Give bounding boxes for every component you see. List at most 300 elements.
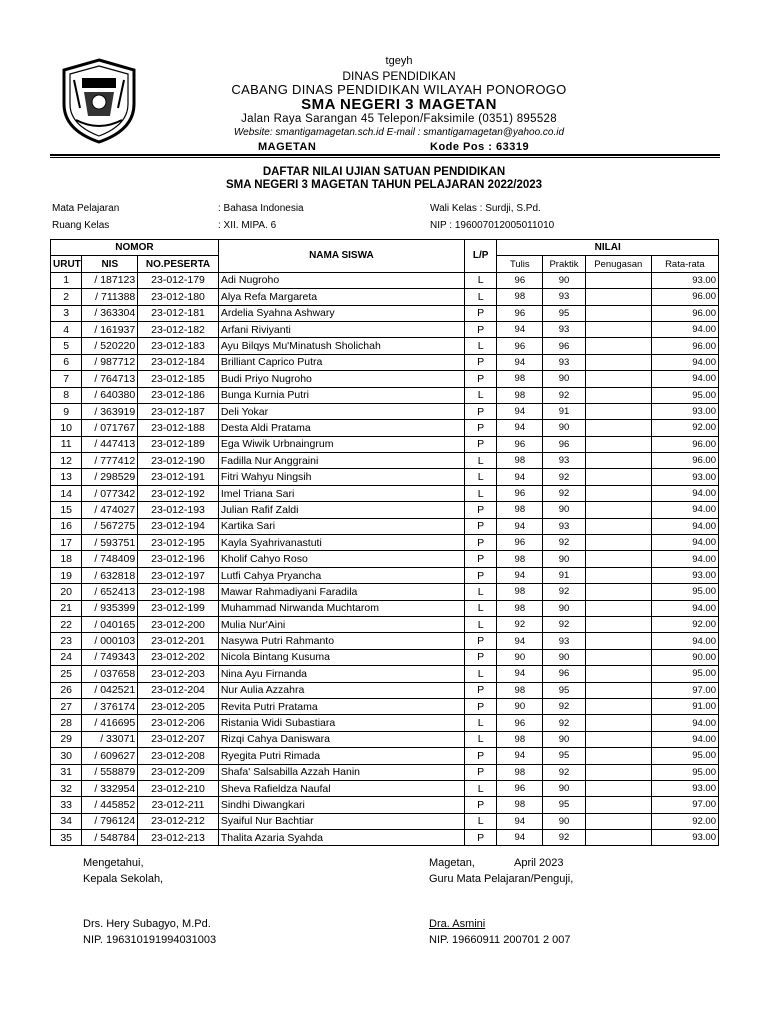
cell-nis: 445852 / bbox=[82, 797, 138, 813]
cell-tulis: 94 bbox=[497, 813, 543, 829]
cell-praktik: 90 bbox=[543, 272, 586, 288]
cell-nis: 33071 / bbox=[82, 731, 138, 747]
cell-rata-rata: 90.00 bbox=[651, 649, 718, 665]
cell-nama: Ardelia Syahna Ashwary bbox=[218, 305, 464, 321]
cell-tulis: 94 bbox=[497, 420, 543, 436]
cell-urut: 27 bbox=[51, 698, 82, 714]
cell-no-peserta: 23-012-183 bbox=[138, 338, 219, 354]
small-note: tgeyh bbox=[385, 55, 413, 67]
table-row bbox=[51, 551, 719, 567]
principal-nip: NIP. 196310191994031003 bbox=[83, 934, 217, 946]
cell-no-peserta: 23-012-197 bbox=[138, 567, 219, 583]
cell-nis: 640380 / bbox=[82, 387, 138, 403]
cell-nama: Budi Priyo Nugroho bbox=[218, 371, 464, 387]
cell-tulis: 98 bbox=[497, 584, 543, 600]
cell-rata-rata: 94.00 bbox=[651, 633, 718, 649]
cell-no-peserta: 23-012-182 bbox=[138, 321, 219, 337]
school-city: MAGETAN bbox=[258, 141, 317, 153]
cell-praktik: 93 bbox=[543, 321, 586, 337]
cell-praktik: 96 bbox=[543, 666, 586, 682]
cell-no-peserta: 23-012-190 bbox=[138, 453, 219, 469]
cell-tulis: 98 bbox=[497, 289, 543, 305]
cell-nama: Bunga Kurnia Putri bbox=[218, 387, 464, 403]
cell-rata-rata: 95.00 bbox=[651, 764, 718, 780]
school-emblem-icon bbox=[60, 58, 138, 144]
cell-penugasan bbox=[585, 633, 651, 649]
cell-praktik: 90 bbox=[543, 551, 586, 567]
cell-penugasan bbox=[585, 289, 651, 305]
table-row bbox=[51, 371, 719, 387]
cell-tulis: 98 bbox=[497, 371, 543, 387]
cell-lp: L bbox=[464, 715, 496, 731]
cell-praktik: 92 bbox=[543, 616, 586, 632]
cell-lp: P bbox=[464, 682, 496, 698]
cell-tulis: 98 bbox=[497, 551, 543, 567]
cell-nama: Kholif Cahyo Roso bbox=[218, 551, 464, 567]
cell-tulis: 94 bbox=[497, 321, 543, 337]
cell-nama: Ristania Widi Subastiara bbox=[218, 715, 464, 731]
teacher-title: Guru Mata Pelajaran/Penguji, bbox=[429, 873, 574, 885]
cell-penugasan bbox=[585, 535, 651, 551]
cell-rata-rata: 96.00 bbox=[651, 305, 718, 321]
cell-rata-rata: 93.00 bbox=[651, 780, 718, 796]
cell-rata-rata: 93.00 bbox=[651, 403, 718, 419]
principal-title: Kepala Sekolah, bbox=[83, 873, 164, 885]
document-title: DAFTAR NILAI UJIAN SATUAN PENDIDIKAN bbox=[262, 166, 506, 178]
cell-tulis: 98 bbox=[497, 600, 543, 616]
cell-lp: P bbox=[464, 748, 496, 764]
cell-tulis: 94 bbox=[497, 748, 543, 764]
cell-nama: Thalita Azaria Syahda bbox=[218, 830, 464, 846]
cell-rata-rata: 94.00 bbox=[651, 371, 718, 387]
cell-nis: 632818 / bbox=[82, 567, 138, 583]
cell-urut: 13 bbox=[51, 469, 82, 485]
cell-rata-rata: 96.00 bbox=[651, 436, 718, 452]
cell-nama: Lutfi Cahya Pryancha bbox=[218, 567, 464, 583]
cell-no-peserta: 23-012-179 bbox=[138, 272, 219, 288]
homeroom-nip: NIP : 196007012005011010 bbox=[430, 220, 555, 231]
table-row bbox=[51, 502, 719, 518]
cell-penugasan bbox=[585, 616, 651, 632]
cell-lp: P bbox=[464, 535, 496, 551]
cell-lp: L bbox=[464, 616, 496, 632]
cell-urut: 21 bbox=[51, 600, 82, 616]
header-penugasan: Penugasan bbox=[585, 256, 651, 272]
cell-nis: 042521 / bbox=[82, 682, 138, 698]
cell-penugasan bbox=[585, 305, 651, 321]
cell-praktik: 91 bbox=[543, 567, 586, 583]
cell-praktik: 95 bbox=[543, 305, 586, 321]
cell-nis: 187123 / bbox=[82, 272, 138, 288]
header-nomor: NOMOR bbox=[51, 240, 219, 256]
table-row bbox=[51, 616, 719, 632]
cell-nis: 935399 / bbox=[82, 600, 138, 616]
cell-no-peserta: 23-012-207 bbox=[138, 731, 219, 747]
cell-praktik: 92 bbox=[543, 469, 586, 485]
header-urut: URUT bbox=[51, 256, 82, 272]
cell-no-peserta: 23-012-195 bbox=[138, 535, 219, 551]
cell-nis: 376174 / bbox=[82, 698, 138, 714]
cell-urut: 11 bbox=[51, 436, 82, 452]
cell-no-peserta: 23-012-206 bbox=[138, 715, 219, 731]
cell-nama: Fitri Wahyu Ningsih bbox=[218, 469, 464, 485]
cell-rata-rata: 94.00 bbox=[651, 731, 718, 747]
cell-no-peserta: 23-012-187 bbox=[138, 403, 219, 419]
cell-tulis: 98 bbox=[497, 453, 543, 469]
cell-urut: 3 bbox=[51, 305, 82, 321]
table-row bbox=[51, 567, 719, 583]
cell-nis: 567275 / bbox=[82, 518, 138, 534]
cell-nis: 796124 / bbox=[82, 813, 138, 829]
cell-lp: P bbox=[464, 567, 496, 583]
cell-lp: P bbox=[464, 830, 496, 846]
cell-nis: 764713 / bbox=[82, 371, 138, 387]
cell-no-peserta: 23-012-202 bbox=[138, 649, 219, 665]
cell-nama: Ega Wiwik Urbnaingrum bbox=[218, 436, 464, 452]
cell-nis: 474027 / bbox=[82, 502, 138, 518]
table-row bbox=[51, 666, 719, 682]
cell-lp: L bbox=[464, 600, 496, 616]
header-peserta: NO.PESERTA bbox=[138, 256, 219, 272]
cell-praktik: 92 bbox=[543, 830, 586, 846]
signing-city: Magetan, bbox=[429, 857, 475, 869]
cell-rata-rata: 93.00 bbox=[651, 469, 718, 485]
cell-lp: P bbox=[464, 633, 496, 649]
cell-lp: P bbox=[464, 649, 496, 665]
header-divider-thin bbox=[50, 157, 720, 158]
cell-urut: 2 bbox=[51, 289, 82, 305]
homeroom-teacher: Wali Kelas : Surdji, S.Pd. bbox=[430, 203, 541, 214]
cell-penugasan bbox=[585, 469, 651, 485]
cell-lp: P bbox=[464, 403, 496, 419]
cell-tulis: 94 bbox=[497, 354, 543, 370]
cell-nama: Sindhi Diwangkari bbox=[218, 797, 464, 813]
cell-rata-rata: 95.00 bbox=[651, 584, 718, 600]
cell-nama: Fadilla Nur Anggraini bbox=[218, 453, 464, 469]
cell-tulis: 96 bbox=[497, 485, 543, 501]
cell-praktik: 92 bbox=[543, 535, 586, 551]
table-row bbox=[51, 518, 719, 534]
cell-urut: 33 bbox=[51, 797, 82, 813]
cell-penugasan bbox=[585, 403, 651, 419]
table-row bbox=[51, 682, 719, 698]
table-row bbox=[51, 600, 719, 616]
table-row bbox=[51, 780, 719, 796]
cell-tulis: 98 bbox=[497, 387, 543, 403]
table-row bbox=[51, 797, 719, 813]
cell-tulis: 94 bbox=[497, 830, 543, 846]
cell-rata-rata: 93.00 bbox=[651, 830, 718, 846]
cell-lp: L bbox=[464, 485, 496, 501]
cell-penugasan bbox=[585, 321, 651, 337]
cell-urut: 24 bbox=[51, 649, 82, 665]
cell-nama: Mulia Nur'Aini bbox=[218, 616, 464, 632]
cell-nis: 000103 / bbox=[82, 633, 138, 649]
cell-praktik: 90 bbox=[543, 502, 586, 518]
cell-praktik: 93 bbox=[543, 518, 586, 534]
cell-nis: 298529 / bbox=[82, 469, 138, 485]
cell-no-peserta: 23-012-210 bbox=[138, 780, 219, 796]
cell-rata-rata: 94.00 bbox=[651, 551, 718, 567]
cell-rata-rata: 93.00 bbox=[651, 272, 718, 288]
cell-nis: 711388 / bbox=[82, 289, 138, 305]
cell-rata-rata: 94.00 bbox=[651, 600, 718, 616]
cell-rata-rata: 92.00 bbox=[651, 420, 718, 436]
header-rata: Rata-rata bbox=[651, 256, 718, 272]
cell-nama: Nicola Bintang Kusuma bbox=[218, 649, 464, 665]
cell-penugasan bbox=[585, 666, 651, 682]
cell-tulis: 98 bbox=[497, 731, 543, 747]
cell-no-peserta: 23-012-193 bbox=[138, 502, 219, 518]
table-row bbox=[51, 305, 719, 321]
cell-urut: 8 bbox=[51, 387, 82, 403]
class-value: : XII. MIPA. 6 bbox=[218, 220, 277, 231]
table-row bbox=[51, 436, 719, 452]
cell-praktik: 90 bbox=[543, 649, 586, 665]
cell-no-peserta: 23-012-184 bbox=[138, 354, 219, 370]
cell-no-peserta: 23-012-203 bbox=[138, 666, 219, 682]
cell-penugasan bbox=[585, 764, 651, 780]
table-row bbox=[51, 584, 719, 600]
cell-lp: P bbox=[464, 371, 496, 387]
cell-nis: 748409 / bbox=[82, 551, 138, 567]
cell-nama: Nur Aulia Azzahra bbox=[218, 682, 464, 698]
cell-nis: 040165 / bbox=[82, 616, 138, 632]
cell-tulis: 96 bbox=[497, 272, 543, 288]
header-divider bbox=[50, 154, 720, 156]
cell-no-peserta: 23-012-200 bbox=[138, 616, 219, 632]
cell-penugasan bbox=[585, 518, 651, 534]
cell-praktik: 90 bbox=[543, 420, 586, 436]
cell-tulis: 94 bbox=[497, 633, 543, 649]
cell-urut: 17 bbox=[51, 535, 82, 551]
cell-no-peserta: 23-012-188 bbox=[138, 420, 219, 436]
cell-no-peserta: 23-012-189 bbox=[138, 436, 219, 452]
cell-nis: 071767 / bbox=[82, 420, 138, 436]
table-row bbox=[51, 748, 719, 764]
table-row bbox=[51, 649, 719, 665]
cell-nama: Ayu Bilqys Mu'Minatush Sholichah bbox=[218, 338, 464, 354]
cell-praktik: 90 bbox=[543, 780, 586, 796]
cell-rata-rata: 94.00 bbox=[651, 354, 718, 370]
cell-penugasan bbox=[585, 600, 651, 616]
cell-lp: L bbox=[464, 272, 496, 288]
cell-praktik: 95 bbox=[543, 748, 586, 764]
cell-urut: 16 bbox=[51, 518, 82, 534]
header-lp: L/P bbox=[464, 240, 496, 273]
cell-rata-rata: 94.00 bbox=[651, 715, 718, 731]
cell-tulis: 96 bbox=[497, 436, 543, 452]
table-row bbox=[51, 321, 719, 337]
cell-urut: 34 bbox=[51, 813, 82, 829]
cell-no-peserta: 23-012-204 bbox=[138, 682, 219, 698]
cell-nama: Alya Refa Margareta bbox=[218, 289, 464, 305]
cell-penugasan bbox=[585, 797, 651, 813]
cell-urut: 22 bbox=[51, 616, 82, 632]
cell-praktik: 95 bbox=[543, 797, 586, 813]
cell-urut: 30 bbox=[51, 748, 82, 764]
cell-tulis: 96 bbox=[497, 338, 543, 354]
cell-rata-rata: 94.00 bbox=[651, 321, 718, 337]
cell-nama: Imel Triana Sari bbox=[218, 485, 464, 501]
cell-rata-rata: 91.00 bbox=[651, 698, 718, 714]
cell-lp: P bbox=[464, 797, 496, 813]
department-name: DINAS PENDIDIKAN bbox=[342, 69, 456, 83]
cell-lp: L bbox=[464, 780, 496, 796]
header-nilai: NILAI bbox=[497, 240, 719, 256]
cell-nis: 593751 / bbox=[82, 535, 138, 551]
cell-penugasan bbox=[585, 371, 651, 387]
table-row bbox=[51, 698, 719, 714]
table-row bbox=[51, 764, 719, 780]
cell-urut: 6 bbox=[51, 354, 82, 370]
cell-nama: Shafa' Salsabilla Azzah Hanin bbox=[218, 764, 464, 780]
cell-tulis: 94 bbox=[497, 567, 543, 583]
cell-nama: Kartika Sari bbox=[218, 518, 464, 534]
cell-no-peserta: 23-012-181 bbox=[138, 305, 219, 321]
cell-penugasan bbox=[585, 780, 651, 796]
cell-no-peserta: 23-012-198 bbox=[138, 584, 219, 600]
table-row bbox=[51, 338, 719, 354]
cell-praktik: 96 bbox=[543, 436, 586, 452]
cell-rata-rata: 94.00 bbox=[651, 502, 718, 518]
cell-nis: 520220 / bbox=[82, 338, 138, 354]
cell-tulis: 92 bbox=[497, 616, 543, 632]
cell-no-peserta: 23-012-201 bbox=[138, 633, 219, 649]
cell-tulis: 94 bbox=[497, 469, 543, 485]
signing-date: April 2023 bbox=[514, 857, 564, 869]
cell-nis: 363919 / bbox=[82, 403, 138, 419]
cell-praktik: 90 bbox=[543, 731, 586, 747]
cell-nama: Syaiful Nur Bachtiar bbox=[218, 813, 464, 829]
cell-no-peserta: 23-012-180 bbox=[138, 289, 219, 305]
cell-nama: Sheva Rafieldza Naufal bbox=[218, 780, 464, 796]
cell-lp: L bbox=[464, 584, 496, 600]
branch-name: CABANG DINAS PENDIDIKAN WILAYAH PONOROGO bbox=[231, 82, 567, 97]
header-nis: NIS bbox=[82, 256, 138, 272]
principal-name: Drs. Hery Subagyo, M.Pd. bbox=[83, 918, 211, 930]
table-row bbox=[51, 715, 719, 731]
cell-lp: L bbox=[464, 731, 496, 747]
cell-tulis: 96 bbox=[497, 715, 543, 731]
cell-lp: L bbox=[464, 453, 496, 469]
cell-rata-rata: 97.00 bbox=[651, 682, 718, 698]
cell-penugasan bbox=[585, 698, 651, 714]
cell-urut: 28 bbox=[51, 715, 82, 731]
teacher-name: Dra. Asmini bbox=[429, 918, 486, 930]
header-praktik: Praktik bbox=[543, 256, 586, 272]
cell-praktik: 92 bbox=[543, 485, 586, 501]
cell-nis: 447413 / bbox=[82, 436, 138, 452]
cell-urut: 4 bbox=[51, 321, 82, 337]
cell-nama: Nina Ayu Firnanda bbox=[218, 666, 464, 682]
cell-urut: 15 bbox=[51, 502, 82, 518]
school-address: Jalan Raya Sarangan 45 Telepon/Faksimile (0351) 895528 bbox=[241, 113, 557, 125]
cell-praktik: 92 bbox=[543, 387, 586, 403]
cell-no-peserta: 23-012-191 bbox=[138, 469, 219, 485]
cell-no-peserta: 23-012-186 bbox=[138, 387, 219, 403]
cell-rata-rata: 92.00 bbox=[651, 813, 718, 829]
cell-tulis: 98 bbox=[497, 502, 543, 518]
cell-penugasan bbox=[585, 354, 651, 370]
acknowledged-label: Mengetahui, bbox=[83, 857, 144, 869]
cell-penugasan bbox=[585, 338, 651, 354]
subject-label: Mata Pelajaran bbox=[52, 203, 120, 214]
cell-lp: L bbox=[464, 289, 496, 305]
cell-no-peserta: 23-012-199 bbox=[138, 600, 219, 616]
cell-urut: 19 bbox=[51, 567, 82, 583]
cell-nis: 037658 / bbox=[82, 666, 138, 682]
table-row bbox=[51, 469, 719, 485]
table-row bbox=[51, 403, 719, 419]
cell-no-peserta: 23-012-211 bbox=[138, 797, 219, 813]
cell-nama: Nasywa Putri Rahmanto bbox=[218, 633, 464, 649]
cell-nis: 987712 / bbox=[82, 354, 138, 370]
cell-lp: P bbox=[464, 305, 496, 321]
cell-praktik: 92 bbox=[543, 584, 586, 600]
cell-praktik: 92 bbox=[543, 698, 586, 714]
table-row bbox=[51, 272, 719, 288]
cell-penugasan bbox=[585, 436, 651, 452]
teacher-nip: NIP. 19660911 200701 2 007 bbox=[429, 934, 571, 946]
cell-urut: 20 bbox=[51, 584, 82, 600]
cell-praktik: 91 bbox=[543, 403, 586, 419]
cell-rata-rata: 96.00 bbox=[651, 338, 718, 354]
cell-penugasan bbox=[585, 715, 651, 731]
cell-rata-rata: 97.00 bbox=[651, 797, 718, 813]
document-subtitle: SMA NEGERI 3 MAGETAN TAHUN PELAJARAN 2022/2023 bbox=[225, 179, 543, 191]
cell-lp: P bbox=[464, 321, 496, 337]
cell-lp: P bbox=[464, 502, 496, 518]
cell-lp: P bbox=[464, 420, 496, 436]
cell-lp: P bbox=[464, 436, 496, 452]
cell-tulis: 96 bbox=[497, 305, 543, 321]
cell-urut: 7 bbox=[51, 371, 82, 387]
cell-lp: P bbox=[464, 764, 496, 780]
cell-penugasan bbox=[585, 682, 651, 698]
cell-rata-rata: 95.00 bbox=[651, 387, 718, 403]
header-nama: NAMA SISWA bbox=[218, 240, 464, 273]
cell-praktik: 92 bbox=[543, 764, 586, 780]
cell-urut: 12 bbox=[51, 453, 82, 469]
cell-nis: 749343 / bbox=[82, 649, 138, 665]
cell-tulis: 90 bbox=[497, 649, 543, 665]
cell-nis: 332954 / bbox=[82, 780, 138, 796]
cell-nama: Mawar Rahmadiyani Faradila bbox=[218, 584, 464, 600]
cell-nis: 548784 / bbox=[82, 830, 138, 846]
cell-urut: 10 bbox=[51, 420, 82, 436]
cell-nis: 609627 / bbox=[82, 748, 138, 764]
cell-lp: P bbox=[464, 698, 496, 714]
cell-no-peserta: 23-012-212 bbox=[138, 813, 219, 829]
cell-penugasan bbox=[585, 830, 651, 846]
cell-urut: 5 bbox=[51, 338, 82, 354]
cell-tulis: 98 bbox=[497, 764, 543, 780]
cell-urut: 14 bbox=[51, 485, 82, 501]
cell-no-peserta: 23-012-205 bbox=[138, 698, 219, 714]
cell-praktik: 90 bbox=[543, 813, 586, 829]
table-row bbox=[51, 289, 719, 305]
cell-rata-rata: 93.00 bbox=[651, 567, 718, 583]
cell-urut: 25 bbox=[51, 666, 82, 682]
cell-nis: 558879 / bbox=[82, 764, 138, 780]
subject-value: : Bahasa Indonesia bbox=[218, 203, 304, 214]
cell-tulis: 94 bbox=[497, 666, 543, 682]
grade-table bbox=[50, 239, 719, 846]
cell-nama: Julian Rafif Zaldi bbox=[218, 502, 464, 518]
cell-urut: 23 bbox=[51, 633, 82, 649]
cell-penugasan bbox=[585, 387, 651, 403]
